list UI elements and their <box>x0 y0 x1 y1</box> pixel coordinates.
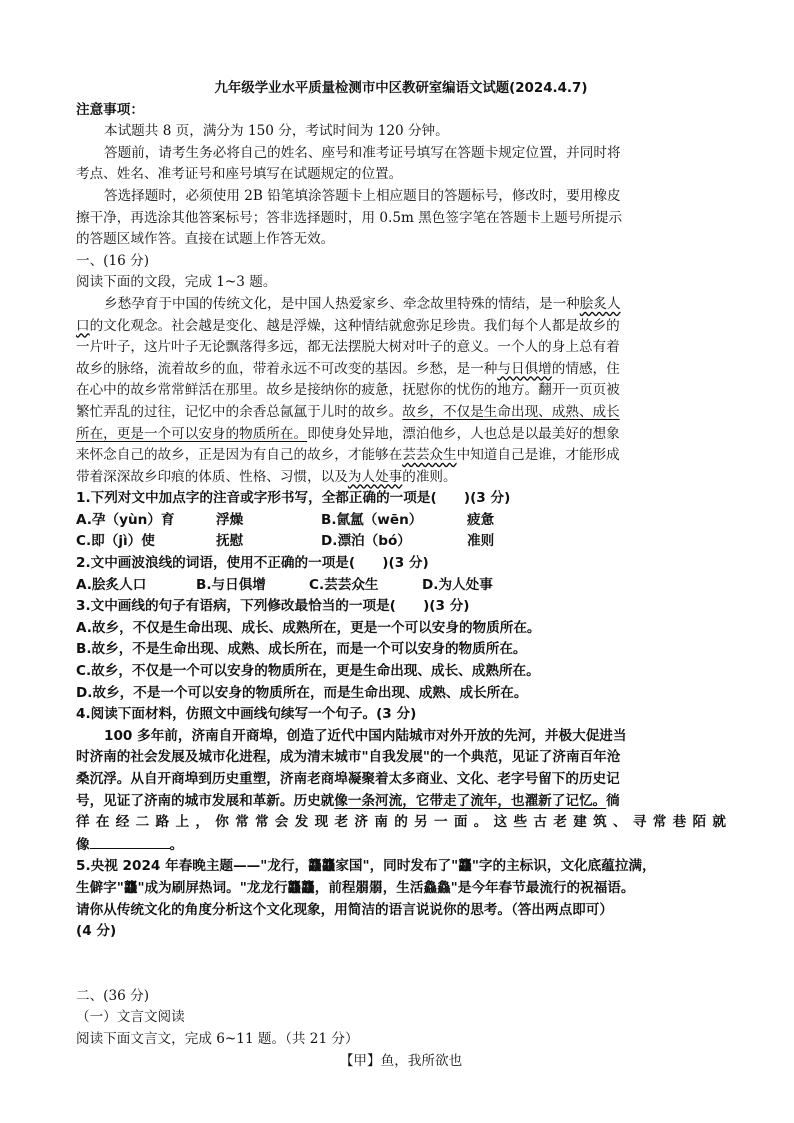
spacer <box>76 943 726 986</box>
q1-option-d-word2: 准则 <box>467 533 495 550</box>
notice-line-2b: 考点、姓名、准考证号和座号填写在试题规定的位置。 <box>76 166 403 183</box>
underlined-sentence: 故乡，不仅是生命出现、成熟、成长 <box>402 403 620 420</box>
q4-material-line-1: 100 多年前，济南自开商埠，创造了近代中国内陆城市对外开放的先河，并极大促进当 <box>104 727 627 744</box>
q2-option-a: A.脍炙人口 <box>76 576 147 593</box>
q3-option-a: A.故乡，不仅是生命出现、成长、成熟所在，更是一个可以安身的物质所在。 <box>76 619 541 636</box>
q4-material-line-4: 号，见证了济南的城市发展和革新。历史就像一条河流，它带走了流年，也濯新了记忆。徜 <box>76 792 620 809</box>
q4-material-line-5: 徉在经二路上，你常常会发现老济南的另一面。这些古老建筑、寻常巷陌就 <box>76 814 726 831</box>
passage-line-1: 乡愁孕育于中国的传统文化，是中国人热爱家乡、牵念故里特殊的情结，是一种脍炙人 <box>104 295 621 312</box>
wavy-word-2: 与日俱增 <box>497 360 552 377</box>
q2-option-d: D.为人处事 <box>422 576 493 593</box>
notice-line-3c: 的答题区域作答。直接在试题上作答无效。 <box>76 231 335 248</box>
q2-option-b: B.与日俱增 <box>196 576 266 593</box>
q1-option-c-word1: C.即（jì）使 <box>76 533 155 550</box>
question-5-line-1: 5.央视 2024 年春晚主题——"龙行，龘龘家国"，同时发布了"龘"字的主标识，文化底蕴拉满， <box>76 858 656 875</box>
exam-title: 九年级学业水平质量检测市中区教研室编语文试题(2024.4.7) <box>214 81 588 96</box>
q3-option-c: C.故乡，不仅是一个可以安身的物质所在，更是生命出现、成长、成熟所在。 <box>76 663 540 680</box>
q2-option-c: C.芸芸众生 <box>309 576 379 593</box>
q1-option-c-word2: 抚慰 <box>216 533 244 550</box>
q4-material-line-6: 像 。 <box>76 834 726 857</box>
question-3-stem: 3.文中画线的句子有语病，下列修改最恰当的一项是( )(3 分) <box>76 598 470 615</box>
question-1-stem: 1.下列对文中加点字的注音或字形书写，全都正确的一项是( )(3 分) <box>76 490 511 507</box>
part1-heading: 一、(16 分) <box>76 252 150 269</box>
passage-line-3: 一片叶子，这片叶子无论飘落得多远，都无法摆脱大树对叶子的意义。一个人的身上总有着 <box>76 339 620 356</box>
notice-line-2a: 答题前，请考生务必将自己的姓名、座号和准考证号填写在答题卡规定位置，并同时将 <box>104 144 621 161</box>
question-5-line-4: (4 分) <box>76 923 117 940</box>
part2-instruction: 阅读下面文言文，完成 6~11 题。（共 21 分） <box>76 1030 359 1047</box>
notice-line-3b: 擦干净，再选涂其他答案标号；答非选择题时，用 0.5m 黑色签字笔在答题卡上题号所提示 <box>76 209 623 226</box>
part1-instruction: 阅读下面的文段，完成 1~3 题。 <box>76 274 277 291</box>
q4-material-line-2: 时济南的社会发展及城市化进程，成为清末城市"自我发展"的一个典范，见证了济南百年沧 <box>76 749 621 766</box>
question-5-line-3: 请你从传统文化的角度分析这个文化现象，用简洁的语言说说你的思考。（答出两点即可） <box>76 901 613 918</box>
q1-option-a-word1: A.孕（yùn）育 <box>76 511 175 528</box>
passage-line-2: 口的文化观念。社会越是变化、越是浮燥，这种情结就愈弥足珍贵。我们每个人都是故乡的 <box>76 317 620 334</box>
q1-option-d-word1: D.漂泊（bó） <box>321 533 411 550</box>
part2-heading: 二、(36 分) <box>76 987 150 1004</box>
notice-heading: 注意事项： <box>76 101 144 118</box>
q4-material-line-3: 桑沉浮。从自开商埠到历史重塑，济南老商埠凝聚着太多商业、文化、老字号留下的历史记 <box>76 771 620 787</box>
q4-underlined-sentence: 像一条河流，它带走了流年，也濯新了记忆。 <box>334 792 607 809</box>
notice-line-1: 本试题共 8 页，满分为 150 分，考试时间为 120 分钟。 <box>104 123 449 140</box>
wavy-word-4: 为人处事 <box>347 468 403 485</box>
passage-line-5: 在心中的故乡常常鲜活在那里。故乡是接纳你的疲惫，抚慰你的忧伤的地方。翻开一页页被 <box>76 382 620 399</box>
question-5-line-2: 生僻字"龘"成为刷屏热词。"龙龙行龘龘，前程朤朤，生活鱻鱻"是今年春节最流行的祝福语。 <box>76 879 635 896</box>
passage-line-9: 带着深深故乡印痕的体质、性格、习惯，以及为人处事的准则。 <box>76 468 457 485</box>
q1-option-a-word2: 浮燥 <box>216 511 244 528</box>
passage-line-7: 所在，更是一个可以安身的物质所在。即使身处异地，漂泊他乡，人也总是以最美好的想象 <box>76 425 620 442</box>
q3-option-b: B.故乡，不是生命出现、成熟、成长所在，而是一个可以安身的物质所在。 <box>76 641 527 658</box>
answer-blank[interactable] <box>90 834 170 849</box>
question-4-stem: 4.阅读下面材料，仿照文中画线句续写一个句子。(3 分) <box>76 706 417 723</box>
wavy-word-1: 脍炙人 <box>579 295 621 312</box>
question-2-options <box>76 575 726 597</box>
q1-option-b-word1: B.氤氲（wēn） <box>321 511 423 528</box>
exam-page <box>76 78 726 1072</box>
passage-line-4: 故乡的脉络，流着故乡的血，带着永远不可改变的基因。乡愁，是一种与日俱增的情感，住 <box>76 360 620 377</box>
classical-text-title: 【甲】鱼，我所欲也 <box>339 1052 463 1069</box>
part2-subheading: （一）文言文阅读 <box>76 1009 185 1026</box>
wavy-word-3: 芸芸众生 <box>402 447 457 464</box>
q1-option-b-word2: 疲惫 <box>467 511 495 528</box>
passage-line-6: 繁忙弄乱的过往，记忆中的余香总氤氲于儿时的故乡。故乡，不仅是生命出现、成熟、成长 <box>76 403 620 420</box>
passage-line-8: 来怀念自己的故乡，正是因为有自己的故乡，才能够在芸芸众生中知道自己是谁，才能形成 <box>76 447 620 464</box>
question-1-options-cd <box>76 531 726 553</box>
question-1-options-ab <box>76 510 726 532</box>
q3-option-d: D.故乡，不是一个可以安身的物质所在，而是生命出现、成熟、成长所在。 <box>76 684 528 701</box>
notice-line-3a: 答选择题时，必须使用 2B 铅笔填涂答题卡上相应题目的答题标号，修改时，要用橡皮 <box>104 187 621 204</box>
question-2-stem: 2.文中画波浪线的词语，使用不正确的一项是( )(3 分) <box>76 555 429 572</box>
